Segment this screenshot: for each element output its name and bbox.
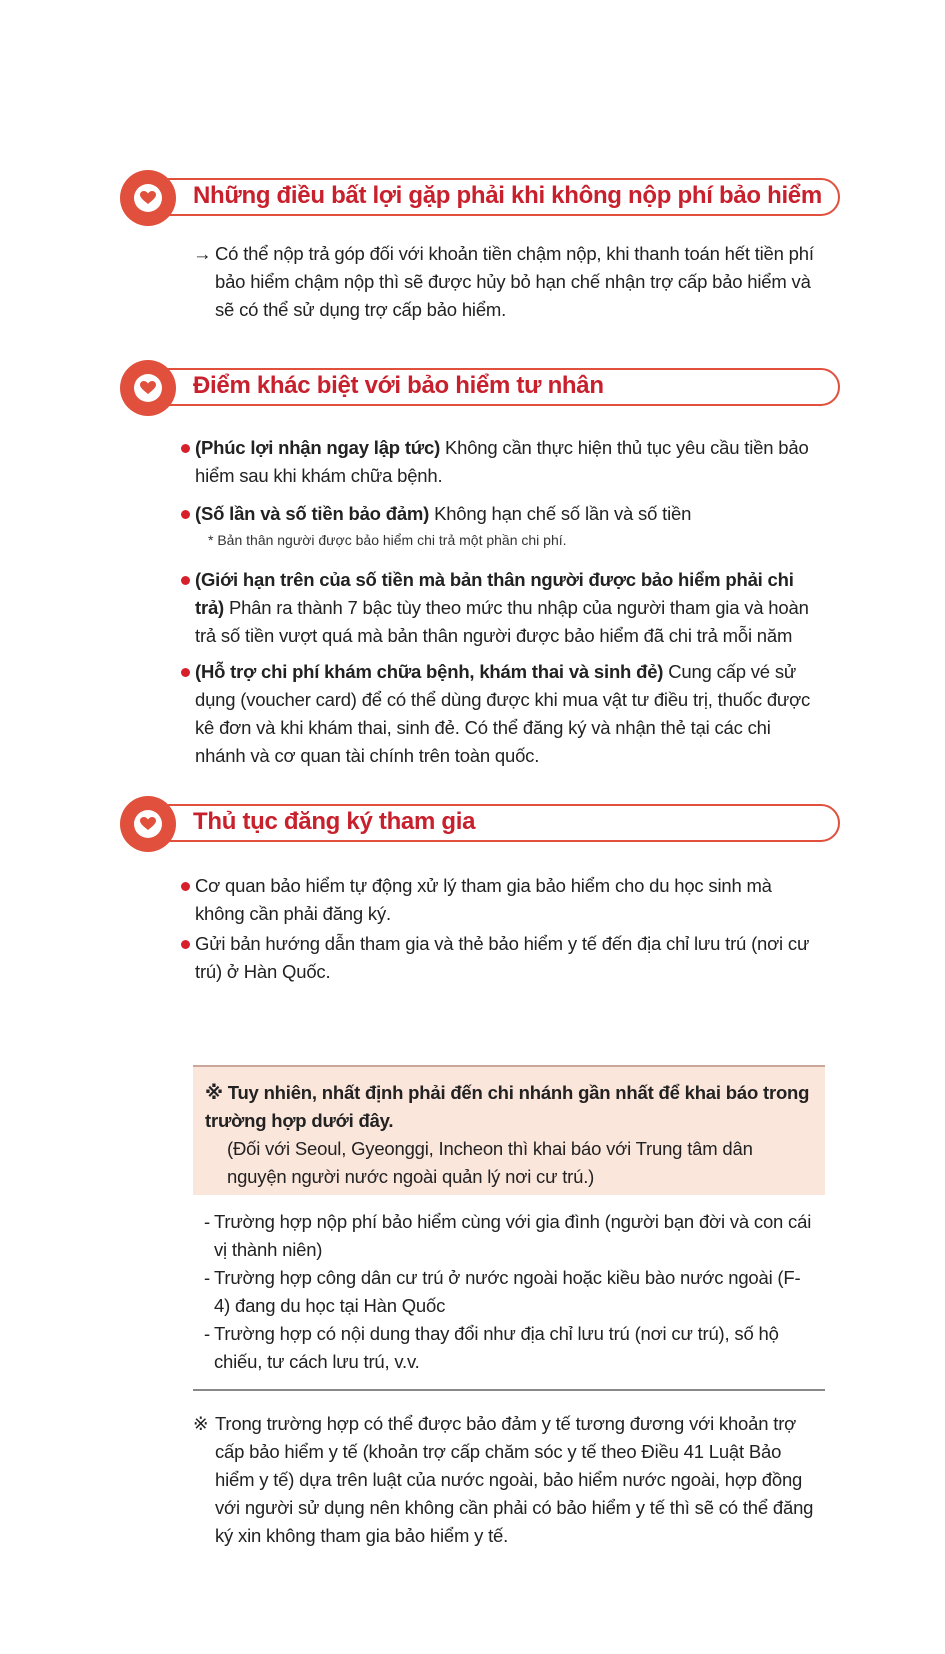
list-item <box>195 566 825 650</box>
section-title: Thủ tục đăng ký tham gia <box>193 808 476 835</box>
list-item <box>195 500 825 528</box>
notice-subtext: (Đối với Seoul, Gyeonggi, Incheon thì khai báo với Trung tâm dân nguyện người nước ngoài quản lý nơi cư trú.) <box>227 1138 753 1187</box>
notice-box <box>193 1065 825 1195</box>
bullet-icon <box>181 576 190 585</box>
final-note <box>193 1410 825 1550</box>
bullet-icon <box>181 510 190 519</box>
dash-icon: - <box>204 1211 210 1232</box>
heart-badge <box>120 796 176 852</box>
dash-icon: - <box>204 1323 210 1344</box>
final-note-text: Trong trường hợp có thể được bảo đảm y tế tương đương với khoản trợ cấp bảo hiểm y tế (khoản trợ cấp chăm sóc y tế theo Điều 41 Luật Bảo hiểm y tế) dựa trên luật của nước ngoài, bảo hiểm nước ngoài, hợp đồng với người sử dụng nên không cần phải có bảo hiểm y tế thì sẽ có thể đăng ký xin không tham gia bảo hiểm y tế. <box>215 1413 814 1546</box>
item-text: Không hạn chế số lần và số tiền <box>429 503 692 524</box>
heart-icon <box>140 191 156 205</box>
section-title: Những điều bất lợi gặp phải khi không nộp phí bảo hiểm <box>193 182 822 209</box>
list-item <box>195 434 825 490</box>
dash-icon: - <box>204 1267 210 1288</box>
item-heading: (Số lần và số tiền bảo đảm) <box>195 503 430 524</box>
item-text: Cung cấp vé sử dụng (voucher card) để có thể dùng được khi mua vật tư điều trị, thuốc được kê đơn và khi khám thai, sinh đẻ. Có thể đăng ký và nhận thẻ tại các chi nhánh và cơ quan tài chính trên toàn quốc. <box>195 661 811 766</box>
item-text: Không cần thực hiện thủ tục yêu cầu tiền bảo hiểm sau khi khám chữa bệnh. <box>195 437 809 486</box>
item-text: Phân ra thành 7 bậc tùy theo mức thu nhập của người tham gia và hoàn trả số tiền vượt quá mà bản thân người được bảo hiểm đã chi trả mỗi năm <box>195 597 809 646</box>
section-header-disadvantages <box>120 170 840 226</box>
list-item <box>195 872 825 928</box>
section-title: Điểm khác biệt với bảo hiểm tư nhân <box>193 372 604 399</box>
case-item <box>204 1208 814 1264</box>
list-item <box>195 658 825 770</box>
bullet-icon <box>181 940 190 949</box>
heart-badge <box>120 360 176 416</box>
footnote: * Bản thân người được bảo hiểm chi trả một phần chi phí. <box>208 532 567 548</box>
divider <box>193 1389 825 1391</box>
arrow-icon: → <box>193 243 212 264</box>
case-item <box>204 1264 814 1320</box>
item-text: Gửi bản hướng dẫn tham gia và thẻ bảo hiểm y tế đến địa chỉ lưu trú (nơi cư trú) ở Hàn Quốc. <box>195 933 810 982</box>
bullet-icon <box>181 444 190 453</box>
section-header-registration <box>120 796 840 852</box>
item-heading: (Giới hạn trên của số tiền mà bản thân người được bảo hiểm phải chi trả) <box>195 569 794 618</box>
heart-icon <box>140 817 156 831</box>
case-text: Trường hợp công dân cư trú ở nước ngoài hoặc kiều bào nước ngoài (F-4) đang du học tại Hàn Quốc <box>214 1267 801 1316</box>
case-text: Trường hợp có nội dung thay đổi như địa chỉ lưu trú (nơi cư trú), số hộ chiếu, tư cách lưu trú, v.v. <box>214 1323 779 1372</box>
item-heading: (Phúc lợi nhận ngay lập tức) <box>195 437 441 458</box>
notice-title: ※ Tuy nhiên, nhất định phải đến chi nhánh gần nhất để khai báo trong trường hợp dưới đây. <box>205 1082 810 1131</box>
case-text: Trường hợp nộp phí bảo hiểm cùng với gia đình (người bạn đời và con cái vị thành niên) <box>214 1211 812 1260</box>
item-heading: (Hỗ trợ chi phí khám chữa bệnh, khám thai và sinh đẻ) <box>195 661 664 682</box>
section1-text: Có thể nộp trả góp đối với khoản tiền chậm nộp, khi thanh toán hết tiền phí bảo hiểm chậm nộp thì sẽ được hủy bỏ hạn chế nhận trợ cấp bảo hiểm và sẽ có thể sử dụng trợ cấp bảo hiểm. <box>215 243 814 320</box>
reference-mark: ※ <box>193 1413 209 1434</box>
case-item <box>204 1320 814 1376</box>
heart-badge <box>120 170 176 226</box>
list-item <box>195 930 825 986</box>
item-text: Cơ quan bảo hiểm tự động xử lý tham gia bảo hiểm cho du học sinh mà không cần phải đăng ký. <box>195 875 772 924</box>
section1-paragraph <box>193 240 823 324</box>
bullet-icon <box>181 882 190 891</box>
bullet-icon <box>181 668 190 677</box>
heart-icon <box>140 381 156 395</box>
section-header-difference <box>120 360 840 416</box>
